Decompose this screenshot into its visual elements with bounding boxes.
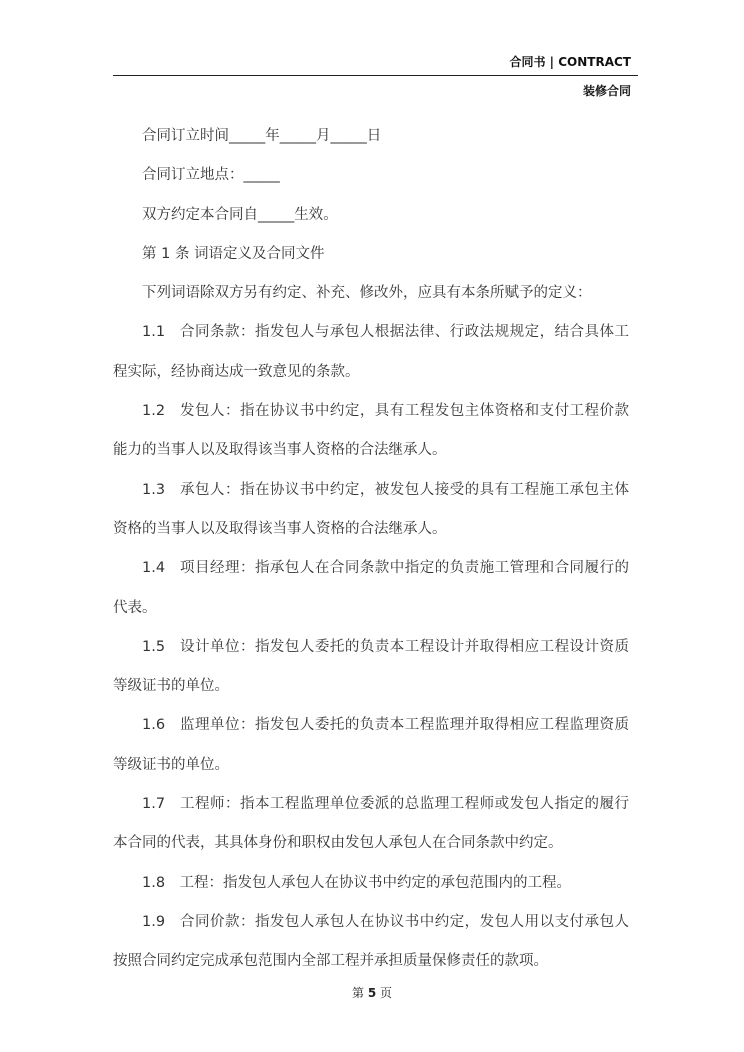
page-footer (0, 984, 744, 1001)
document-body (113, 117, 629, 982)
definition-text: 设计单位：指发包人委托的负责本工程设计并取得相应工程设计资质等级证书的单位。 (113, 638, 629, 695)
definition-number: 1.8 (142, 874, 166, 891)
contract-effective-line: 双方约定本合同自_____生效。 (142, 206, 338, 223)
page-number: 5 (367, 986, 377, 1000)
definition-number: 1.7 (142, 796, 166, 813)
definition-text: 项目经理：指承包人在合同条款中指定的负责施工管理和合同履行的代表。 (113, 560, 629, 616)
definition-number: 1.6 (142, 717, 166, 734)
header-divider (113, 75, 638, 76)
definition-item (113, 392, 629, 471)
article-title: 第 1 条 词语定义及合同文件 (142, 245, 325, 262)
definition-item (113, 549, 629, 628)
definition-text: 发包人：指在协议书中约定，具有工程发包主体资格和支付工程价款能力的当事人以及取得该当事人资格的合法继承人。 (113, 403, 629, 459)
definition-number: 1.4 (142, 560, 166, 577)
definition-text: 合同条款：指发包人与承包人根据法律、行政法规规定，结合具体工程实际，经协商达成一致意见的条款。 (113, 324, 629, 380)
definition-item (113, 313, 629, 392)
definition-text: 合同价款：指发包人承包人在协议书中约定，发包人用以支付承包人按照合同约定完成承包范围内全部工程并承担质量保修责任的款项。 (113, 913, 629, 970)
definition-text: 工程师：指本工程监理单位委派的总监理工程师或发包人指定的履行本合同的代表，其具体身份和职权由发包人承包人在合同条款中约定。 (113, 796, 629, 852)
footer-prefix: 第 (351, 986, 364, 1000)
definition-item (113, 471, 629, 550)
definition-item (113, 785, 629, 864)
contract-place-line: 合同订立地点：_____ (142, 167, 280, 184)
contract-date-line: 合同订立时间_____年_____月_____日 (142, 128, 382, 144)
definition-number: 1.5 (142, 638, 166, 655)
header-subtitle: 装修合同 (582, 84, 631, 98)
definition-item (113, 903, 629, 982)
definition-item (113, 628, 629, 707)
definition-text: 承包人：指在协议书中约定，被发包人接受的具有工程施工承包主体资格的当事人以及取得该当事人资格的合法继承人。 (113, 481, 629, 537)
definition-item (113, 706, 629, 785)
definition-number: 1.2 (142, 403, 166, 420)
definition-text: 监理单位：指发包人委托的负责本工程监理并取得相应工程监理资质等级证书的单位。 (113, 717, 629, 773)
definition-number: 1.9 (142, 913, 166, 930)
definition-item (113, 864, 629, 903)
definition-text: 工程：指发包人承包人在协议书中约定的承包范围内的工程。 (179, 874, 572, 891)
footer-suffix: 页 (380, 986, 393, 1000)
definition-number: 1.3 (142, 481, 166, 498)
definition-number: 1.1 (142, 324, 166, 341)
header-brand: 合同书 | CONTRACT (509, 55, 631, 69)
definitions-lead: 下列词语除双方另有约定、补充、修改外，应具有本条所赋予的定义： (142, 285, 592, 302)
